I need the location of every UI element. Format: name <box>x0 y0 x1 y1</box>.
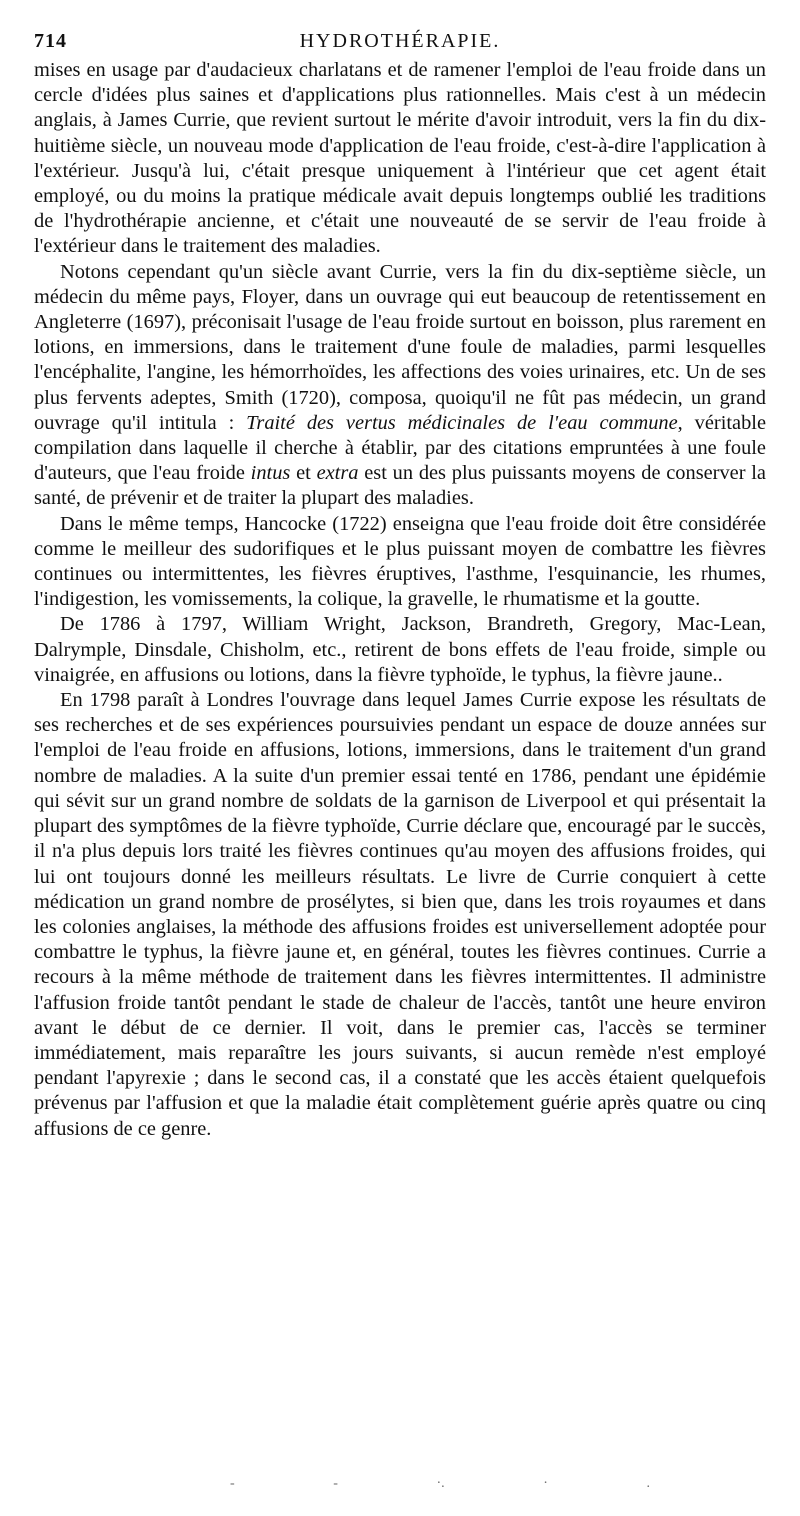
speck-mark: - <box>333 1476 338 1491</box>
print-specks <box>230 1476 650 1492</box>
latin-term-extra: extra <box>316 462 359 485</box>
speck-mark: ·. <box>436 1476 445 1491</box>
paragraph-continuation: mises en usage par d'audacieux charlatans et de ramener l'emploi de l'eau froide dans un cercle d'idées plus saines et d'applications plus rationnelles. Mais c'est à un médecin anglais, à James Currie, que revient surtout le mérite d'avoir introduit, vers la fin du dix-huitième siècle, un nouveau mode d'application de l'eau froide, c'est-à-dire l'application à l'extérieur. Jusqu'à lui, c'était presque uniquement à l'intérieur que cet agent était employé, ou du moins la pratique médicale avait depuis longtemps oublié les traditions de l'hydrothérapie ancienne, et c'était une nouveauté de se servir de l'eau froide à l'extérieur dans le traitement des maladies. <box>34 59 766 258</box>
paragraph-floyer-text-4: est un des plus puissants moyens de conserver la santé, de prévenir et de traiter la plupart des maladies. <box>34 462 766 510</box>
paragraph-floyer-text: Notons cependant qu'un siècle avant Currie, vers la fin du dix-septième siècle, un médecin du même pays, Floyer, dans un ouvrage qui eut beaucoup de retentissement en Angleterre (1697), préconisait l'usage de l'eau froide surtout en boisson, plus rarement en lotions, en immersions, dans le traitement d'une foule de maladies, parmi lesquelles l'encéphalite, l'angine, les hémorrhoïdes, les affections des voies urinaires, etc. Un de ses plus fervents adeptes, Smith (1720), composa, quoiqu'il ne fût pas médecin, un grand ouvrage qu'il intitula : <box>34 260 766 434</box>
latin-term-intus: intus <box>250 462 291 485</box>
running-title: HYDROTHÉRAPIE. <box>299 30 501 52</box>
page-number: 714 <box>34 30 67 52</box>
page-header <box>34 28 766 58</box>
paragraph-floyer-text-3: et <box>290 462 317 485</box>
paragraph-1786-1797: De 1786 à 1797, William Wright, Jackson, Brandreth, Gregory, Mac-Lean, Dalrymple, Dinsdale, Chisholm, etc., retirent de bons effets de l'eau froide, simple ou vinaigrée, en affusions ou lotions, dans la fièvre typhoïde, le typhus, la fièvre jaune.. <box>34 613 766 686</box>
speck-mark: - <box>230 1476 235 1491</box>
speck-mark: . <box>646 1476 650 1491</box>
speck-mark: · <box>543 1476 548 1491</box>
paragraph-floyer-text-2: , véritable compilation dans laquelle il cherche à établir, par des citations empruntées à une foule d'auteurs, que l'eau froide <box>34 411 766 485</box>
book-title-italic: Traité des vertus médicinales de l'eau commune <box>246 411 678 434</box>
body-text <box>34 58 766 1142</box>
paragraph-floyer <box>34 260 766 512</box>
paragraph-currie-1798: En 1798 paraît à Londres l'ouvrage dans lequel James Currie expose les résultats de ses recherches et de ses expériences poursuivies pendant un espace de douze années sur l'emploi de l'eau froide en affusions, lotions, immersions, dans le traitement d'un grand nombre de maladies. A la suite d'un premier essai tenté en 1786, pendant une épidémie qui sévit sur un grand nombre de soldats de la garnison de Liverpool et qui présentait la plupart des symptômes de la fièvre typhoïde, Currie déclare que, encouragé par le succès, il n'a plus depuis lors traité les fièvres continues qu'au moyen des affusions froides, qui lui ont toujours donné les meilleurs résultats. Le livre de Currie conquiert à cette médication un grand nombre de prosélytes, si bien que, dans les trois royaumes et dans les colonies anglaises, la méthode des affusions froides est universellement adoptée pour combattre le typhus, la fièvre jaune et, en général, toutes les fièvres continues. Currie a recours à la même méthode de traitement dans les fièvres intermittentes. Il administre l'affusion froide tantôt pendant le stade de chaleur de l'accès, tantôt une heure environ avant le début de ce dernier. Il voit, dans le premier cas, l'accès se terminer immédiatement, mais reparaître les jours suivants, si aucun remède n'est employé pendant l'apyrexie ; dans le second cas, il a constaté que les accès étaient quelquefois prévenus par l'affusion et que la maladie était complètement guérie après quatre ou cinq affusions de ce genre. <box>34 689 766 1140</box>
book-page <box>34 28 766 1142</box>
paragraph-hancocke: Dans le même temps, Hancocke (1722) enseigna que l'eau froide doit être considérée comme le meilleur des sudorifiques et le plus puissant moyen de combattre les fièvres continues ou intermittentes, les fièvres éruptives, l'asthme, l'esquinancie, les rhumes, l'indigestion, les vomissements, la colique, la gravelle, le rhumatisme et la goutte. <box>34 512 766 611</box>
